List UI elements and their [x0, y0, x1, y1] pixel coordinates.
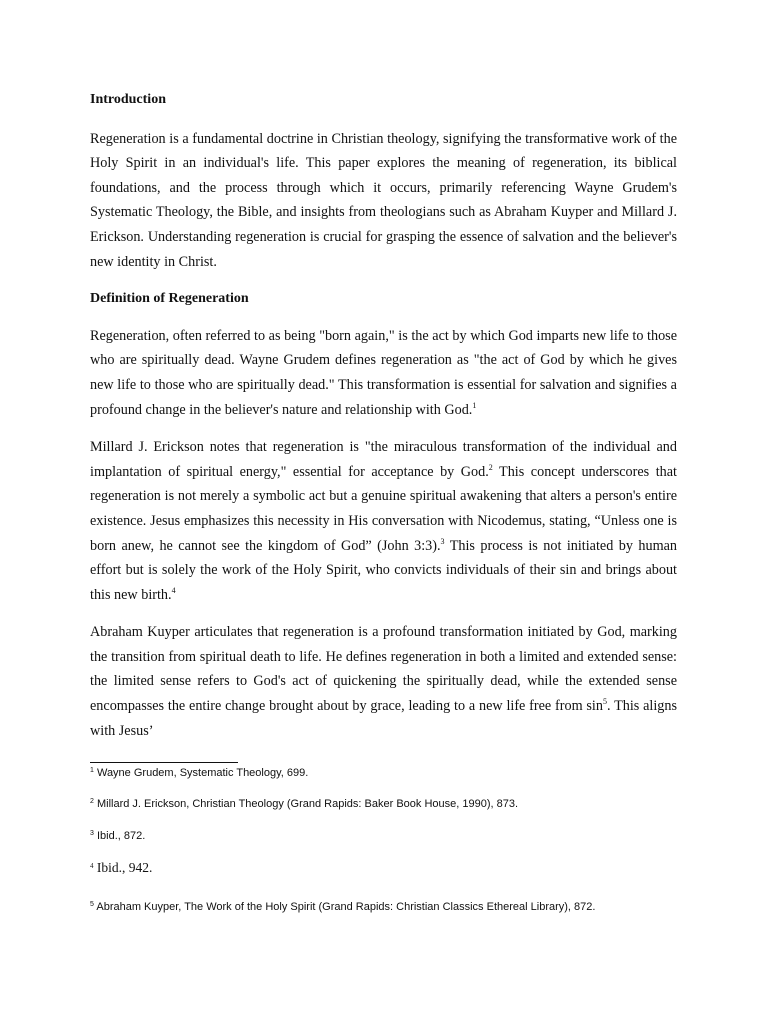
- footnote-text: Wayne Grudem, Systematic Theology, 699.: [96, 767, 309, 779]
- footnote-ref-3[interactable]: 3: [440, 536, 445, 546]
- paragraph-text: Regeneration, often referred to as being "born again," is the act by which God imparts new life to those who are spiritually dead. Wayne Grudem defines regeneration as "the act of God by which he gives new life to those who are spiritually dead." This transformation is essential for salvation and signifies a profound change in the believer's nature and relationship with God.: [90, 327, 677, 418]
- paragraph-text: Abraham Kuyper articulates that regeneration is a profound transformation initiated by God, marking the transition from spiritual death to life. He defines regeneration in both a limited and extended sense: the limited sense refers to God's act of quickening the spiritually dead, while the extended sense encompasses the entire change brought about by grace, leading to a new life free from sin: [90, 624, 677, 715]
- paragraph-text: This process is not initiated by human effort but is solely the work of the Holy Spirit, who convicts individuals of their sin and brings about this new birth.: [90, 537, 677, 603]
- footnote-text: Ibid., 942.: [96, 860, 153, 875]
- footnote-text: Millard J. Erickson, Christian Theology (Grand Rapids: Baker Book House, 1990), 873.: [96, 798, 519, 810]
- footnote-4: [90, 860, 730, 876]
- footnote-text: Abraham Kuyper, The Work of the Holy Spirit (Grand Rapids: Christian Classics Ethereal Library), 872.: [96, 901, 596, 913]
- body-text: [90, 88, 677, 756]
- footnote-3: [90, 828, 730, 844]
- paragraph-text: This concept underscores that regeneration is not merely a symbolic act but a genuine spiritual awakening that alters a person's entire existence. Jesus emphasizes this necessity in His conversation with Nicodemus, stating, “Unless one is born anew, he cannot see the kingdom of God” (John 3:3).: [90, 463, 677, 554]
- definition-paragraph-2: [90, 435, 677, 607]
- footnote-1: [90, 765, 730, 781]
- paragraph-text: . This aligns with Jesus’: [90, 698, 677, 739]
- definition-heading: Definition of Regeneration: [90, 291, 249, 307]
- footnote-5: [90, 899, 730, 915]
- footnote-number: 3: [90, 829, 94, 837]
- footnote-text: Ibid., 872.: [96, 830, 146, 842]
- footnote-ref-2[interactable]: 2: [488, 462, 493, 472]
- paragraph-text: Millard J. Erickson notes that regeneration is "the miraculous transformation of the individual and implantation of spiritual energy," essential for acceptance by God.: [90, 439, 677, 480]
- footnote-ref-4[interactable]: 4: [171, 585, 176, 595]
- footnote-ref-5[interactable]: 5: [602, 697, 607, 707]
- footnote-separator: [90, 762, 238, 763]
- footnote-number: 4: [90, 861, 94, 870]
- definition-paragraph-3: [90, 620, 677, 743]
- footnote-number: 1: [90, 766, 94, 774]
- introduction-paragraph: Regeneration is a fundamental doctrine in Christian theology, signifying the transformative work of the Holy Spirit in an individual's life. This paper explores the meaning of regeneration, its biblical foundations, and the process through which it occurs, primarily referencing Wayne Grudem's Systematic Theology, the Bible, and insights from theologians such as Abraham Kuyper and Millard J. Erickson. Understanding regeneration is crucial for grasping the essence of salvation and the believer's new identity in Christ.: [90, 130, 677, 270]
- footnote-2: [90, 796, 730, 812]
- introduction-heading: Introduction: [90, 92, 166, 107]
- footnote-number: 2: [90, 797, 94, 805]
- footnote-ref-1[interactable]: 1: [472, 400, 477, 410]
- footnote-number: 5: [90, 900, 94, 908]
- definition-paragraph-1: [90, 324, 677, 422]
